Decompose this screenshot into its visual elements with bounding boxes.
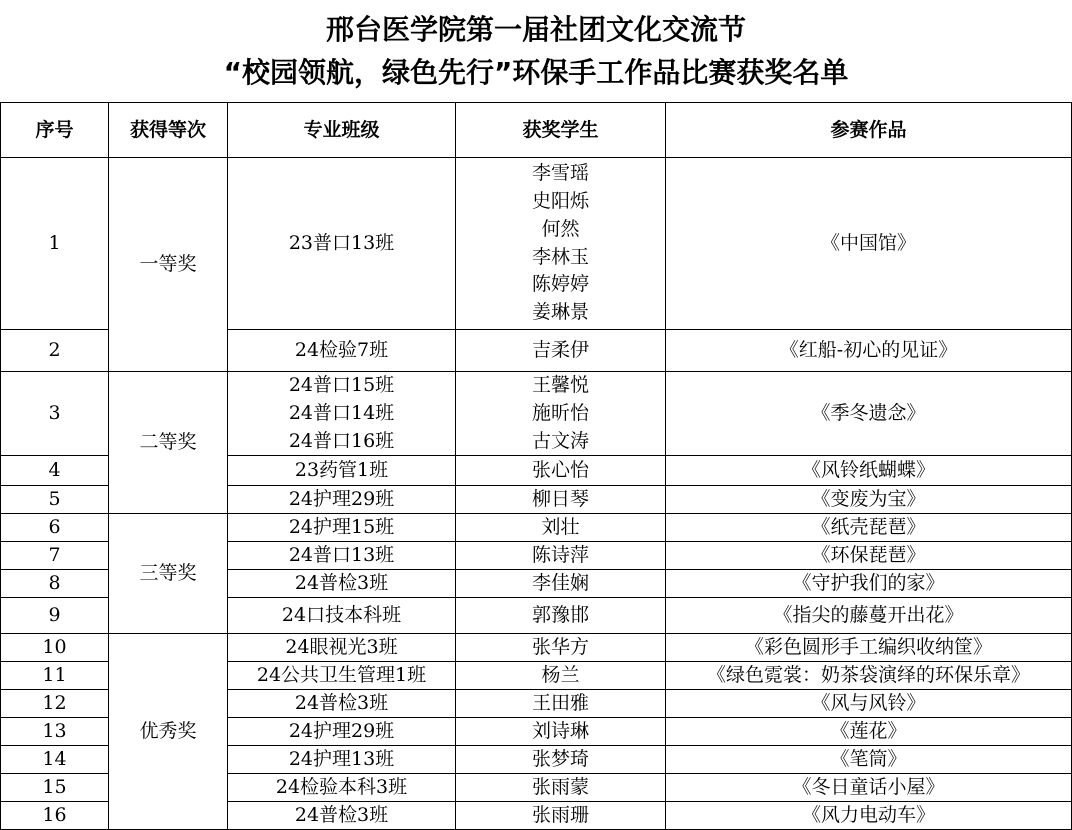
row-students: [456, 158, 666, 330]
row-index: 5: [1, 486, 109, 514]
row-index: 6: [1, 514, 109, 542]
row-index: 13: [1, 718, 109, 746]
row-students: [456, 372, 666, 456]
row-work: 《变废为宝》: [666, 486, 1072, 514]
award-level-first: 一等奖: [109, 158, 228, 372]
row-students: 刘壮: [456, 514, 666, 542]
row-class: 24护理15班: [228, 514, 456, 542]
row-class: 24护理29班: [228, 718, 456, 746]
class-name: 24普口16班: [288, 429, 395, 452]
student-name: 姜琳景: [531, 301, 589, 324]
row-index: 2: [1, 330, 109, 372]
row-index: 14: [1, 746, 109, 774]
class-name: 24普口14班: [288, 401, 395, 424]
student-name: 陈婷婷: [531, 273, 589, 296]
header-row: [1, 103, 1072, 158]
row-index: 15: [1, 774, 109, 802]
row-work: 《季冬遗念》: [666, 372, 1072, 456]
row-work: 《莲花》: [666, 718, 1072, 746]
row-work: 《笔筒》: [666, 746, 1072, 774]
row-class: 24检验7班: [228, 330, 456, 372]
class-name: 24普口15班: [288, 374, 395, 396]
row-work: 《风力电动车》: [666, 802, 1072, 830]
row-index: 10: [1, 634, 109, 662]
row-work: 《守护我们的家》: [666, 570, 1072, 598]
table-row: [1, 514, 1072, 542]
row-index: 1: [1, 158, 109, 330]
row-class: 24护理29班: [228, 486, 456, 514]
row-work: 《中国馆》: [666, 158, 1072, 330]
row-class: 24检验本科3班: [228, 774, 456, 802]
row-index: 4: [1, 456, 109, 486]
row-work: 《环保琵琶》: [666, 542, 1072, 570]
row-class: 24普检3班: [228, 690, 456, 718]
student-name: 何然: [541, 217, 580, 240]
row-work: 《冬日童话小屋》: [666, 774, 1072, 802]
row-class: 24公共卫生管理1班: [228, 662, 456, 690]
row-index: 8: [1, 570, 109, 598]
header-level: 获得等次: [109, 103, 228, 158]
title-line-1: 邢台医学院第一届社团文化交流节: [325, 13, 746, 46]
title-line-2: “校园领航，绿色先行”环保手工作品比赛获奖名单: [223, 56, 849, 89]
table-row: [1, 372, 1072, 456]
award-level-second: 二等奖: [109, 372, 228, 514]
student-name: 古文涛: [531, 429, 589, 452]
row-class: 24普口13班: [228, 542, 456, 570]
row-students: 张梦琦: [456, 746, 666, 774]
row-work: 《红船-初心的见证》: [666, 330, 1072, 372]
row-index: 3: [1, 372, 109, 456]
row-students: 王田雅: [456, 690, 666, 718]
row-students: 张心怡: [456, 456, 666, 486]
row-work: 《绿色霓裳：奶茶袋演绎的环保乐章》: [666, 662, 1072, 690]
row-students: 杨兰: [456, 662, 666, 690]
row-class: 24普检3班: [228, 802, 456, 830]
header-students: 获奖学生: [456, 103, 666, 158]
student-name: 史阳烁: [531, 189, 589, 212]
row-work: 《指尖的藤蔓开出花》: [666, 598, 1072, 634]
row-index: 16: [1, 802, 109, 830]
table-row: [1, 634, 1072, 662]
student-name: 李雪瑶: [531, 162, 589, 185]
row-class: [228, 372, 456, 456]
row-class: 24口技本科班: [228, 598, 456, 634]
award-level-excellent: 优秀奖: [109, 634, 228, 830]
row-students: 柳日琴: [456, 486, 666, 514]
header-work: 参赛作品: [666, 103, 1072, 158]
row-class: 24护理13班: [228, 746, 456, 774]
row-index: 12: [1, 690, 109, 718]
student-name: 李林玉: [531, 245, 589, 268]
row-index: 7: [1, 542, 109, 570]
row-work: 《风铃纸蝴蝶》: [666, 456, 1072, 486]
table-row: [1, 158, 1072, 330]
row-work: 《风与风铃》: [666, 690, 1072, 718]
header-index: 序号: [1, 103, 109, 158]
row-class: 24眼视光3班: [228, 634, 456, 662]
row-students: 张华方: [456, 634, 666, 662]
row-work: 《彩色圆形手工编织收纳筐》: [666, 634, 1072, 662]
row-index: 11: [1, 662, 109, 690]
award-level-third: 三等奖: [109, 514, 228, 634]
row-students: 张雨珊: [456, 802, 666, 830]
row-students: 李佳娴: [456, 570, 666, 598]
row-class: 24普检3班: [228, 570, 456, 598]
awards-table: [0, 102, 1072, 830]
header-class: 专业班级: [228, 103, 456, 158]
row-students: 郭豫邯: [456, 598, 666, 634]
document-title: [0, 0, 1072, 102]
student-name: 施昕怡: [531, 401, 589, 424]
row-class: 23普口13班: [228, 158, 456, 330]
row-students: 吉柔伊: [456, 330, 666, 372]
row-class: 23药管1班: [228, 456, 456, 486]
row-students: 张雨蒙: [456, 774, 666, 802]
student-name: 王馨悦: [531, 374, 589, 396]
row-index: 9: [1, 598, 109, 634]
row-students: 刘诗琳: [456, 718, 666, 746]
row-students: 陈诗萍: [456, 542, 666, 570]
row-work: 《纸壳琵琶》: [666, 514, 1072, 542]
